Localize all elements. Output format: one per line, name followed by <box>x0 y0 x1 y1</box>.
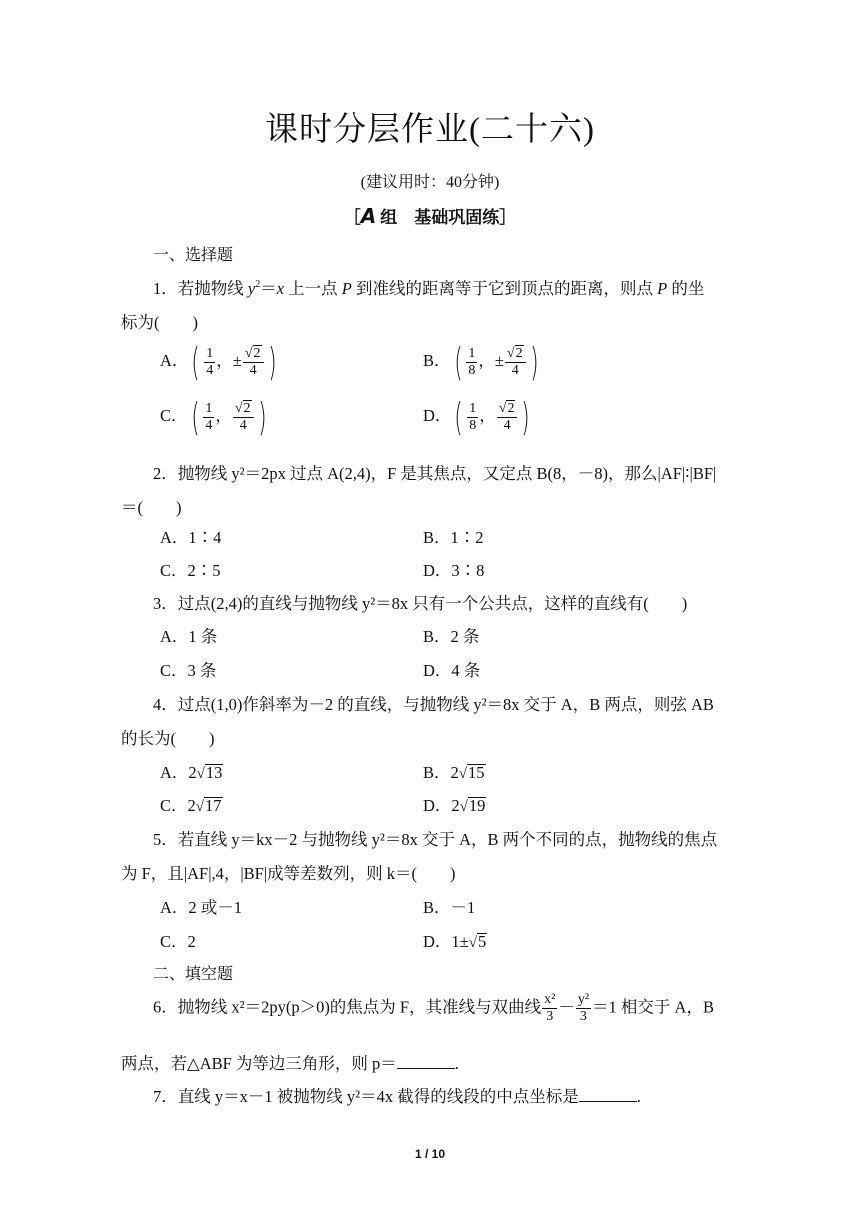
question-5-line-2: 为 F，且|AF|,4，|BF|成等差数列，则 k＝( ) <box>121 864 456 883</box>
question-4-line-1: 4．过点(1,0)作斜率为－2 的直线，与抛物线 y²＝8x 交于 A，B 两点，则弦 AB <box>153 695 714 714</box>
answer-blank-q6[interactable] <box>397 1054 455 1069</box>
answer-blank-q7[interactable] <box>579 1087 637 1102</box>
question-1-line-2: 标为( ) <box>121 313 198 332</box>
q3-option-c[interactable]: C．3 条 <box>160 661 217 680</box>
q1-option-a[interactable]: A．( $\frac{1}{4}$ ，± $\frac{√2}{4}$ ) <box>160 340 276 384</box>
question-1-line-1: 1．若抛物线 $y^2=x$ 上一点 P 到准线的距离等于它到顶点的距离，则点 P 的坐 <box>153 279 705 298</box>
group-badge: A <box>360 204 377 228</box>
question-3-line-1: 3．过点(2,4)的直线与抛物线 y²＝8x 只有一个公共点，这样的直线有( ) <box>153 594 688 613</box>
q5-option-b[interactable]: B．－1 <box>423 898 476 917</box>
q3-option-d[interactable]: D．4 条 <box>423 661 481 680</box>
q4-option-c[interactable]: C．2√17 <box>160 796 222 815</box>
q1-option-b[interactable]: B．( $\frac{1}{8}$ ，± $\frac{√2}{4}$ ) <box>423 340 539 384</box>
question-4-line-2: 的长为( ) <box>121 729 215 748</box>
q5-option-d[interactable]: D．1±√5 <box>423 932 487 951</box>
q4-option-a[interactable]: A．2√13 <box>160 763 223 782</box>
q5-option-a[interactable]: A．2 或－1 <box>160 898 243 917</box>
page-title: 课时分层作业(二十六) <box>265 112 595 148</box>
question-2-line-1: 2．抛物线 y²＝2px 过点 A(2,4)，F 是其焦点，又定点 B(8，－8)，那么|AF|∶|BF| <box>153 464 717 483</box>
q2-option-c[interactable]: C．2∶5 <box>160 561 221 580</box>
question-6-line-1: 6．抛物线 x²＝2py(p＞0)的焦点为 F，其准线与双曲线 $\frac{\text{x²}}{3}$ － $\frac{\text{y²}}{3}$ ＝1 相交于 A，B <box>153 992 714 1024</box>
question-2-line-2: ＝( ) <box>121 498 182 517</box>
group-heading <box>0 203 860 228</box>
q1-option-c[interactable]: C．( $\frac{1}{4}$ ， $\frac{√2}{4}$ ) <box>160 395 267 439</box>
q4-option-d[interactable]: D．2√19 <box>423 796 486 815</box>
suggested-time: (建议用时：40分钟) <box>360 174 500 191</box>
q3-option-a[interactable]: A．1 条 <box>160 627 218 646</box>
group-label: 组 基础巩固练 <box>380 208 500 228</box>
q2-option-b[interactable]: B．1∶2 <box>423 528 484 547</box>
q1-option-d[interactable]: D．( $\frac{1}{8}$ ， $\frac{√2}{4}$ ) <box>423 395 530 439</box>
section-fill: 二、填空题 <box>153 966 234 983</box>
question-5-line-1: 5．若直线 y＝kx－2 与抛物线 y²＝8x 交于 A，B 两个不同的点，抛物线的焦点 <box>153 830 718 849</box>
q2-option-a[interactable]: A．1∶4 <box>160 528 222 547</box>
question-7-line-1: 7．直线 y＝x－1 被抛物线 y²＝4x 截得的线段的中点坐标是 . <box>153 1087 641 1106</box>
question-6-line-2: 两点，若△ABF 为等边三角形，则 p＝ . <box>121 1054 459 1073</box>
bracket-right: ］ <box>499 208 517 228</box>
section-choice: 一、选择题 <box>153 247 234 264</box>
page-number: 1 / 10 <box>414 1147 446 1161</box>
q3-option-b[interactable]: B．2 条 <box>423 627 480 646</box>
q4-option-b[interactable]: B．2√15 <box>423 763 485 782</box>
q2-option-d[interactable]: D．3∶8 <box>423 561 485 580</box>
bracket-left: ［ <box>343 208 361 228</box>
q5-option-c[interactable]: C．2 <box>160 932 196 951</box>
